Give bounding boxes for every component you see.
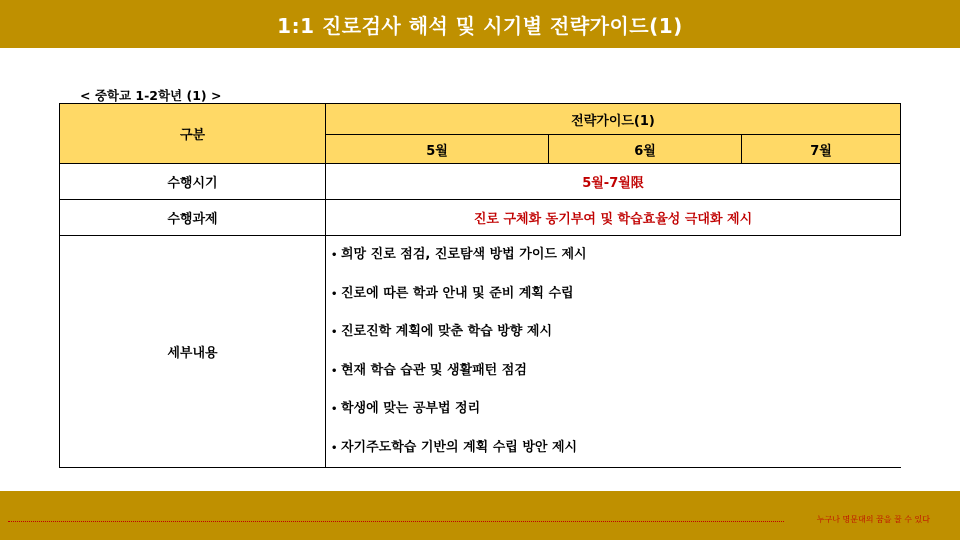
list-item: • 현재 학습 습관 및 생활패턴 점검 bbox=[326, 352, 901, 391]
bullet-icon: • bbox=[331, 288, 338, 300]
list-item: • 자기주도학습 기반의 계획 수립 방안 제시 bbox=[326, 429, 901, 468]
month-header-may: 5월 bbox=[326, 135, 549, 164]
guide-header: 전략가이드(1) bbox=[326, 104, 901, 135]
month-header-july: 7월 bbox=[742, 135, 901, 164]
list-item: • 희망 진로 점검, 진로탐색 방법 가이드 제시 bbox=[326, 236, 901, 275]
bullet-icon: • bbox=[331, 442, 338, 454]
bullet-icon: • bbox=[331, 404, 338, 415]
task-label: 수행과제 bbox=[60, 200, 326, 236]
title-bar bbox=[0, 0, 960, 48]
task-value: 진로 구체화 동기부여 및 학습효율성 극대화 제시 bbox=[326, 200, 901, 236]
period-label: 수행시기 bbox=[60, 164, 326, 200]
footer-slogan: 누구나 명문대의 꿈을 꿀 수 있다 bbox=[816, 515, 930, 524]
details-label: 세부내용 bbox=[60, 236, 326, 468]
strategy-guide-table bbox=[59, 103, 901, 468]
month-header-june: 6월 bbox=[549, 135, 742, 164]
period-value: 5월-7월限 bbox=[326, 164, 901, 200]
footer-divider bbox=[8, 521, 784, 522]
bullet-icon: • bbox=[331, 365, 338, 377]
category-header: 구분 bbox=[60, 104, 326, 164]
list-item: • 학생에 맞는 공부법 정리 bbox=[326, 390, 901, 429]
list-item: • 진로에 따른 학과 안내 및 준비 계획 수립 bbox=[326, 275, 901, 314]
bullet-icon: • bbox=[331, 327, 338, 338]
page-title: 1:1 진로검사 해석 및 시기별 전략가이드(1) bbox=[277, 13, 683, 38]
section-subtitle: < 중학교 1-2학년 (1) > bbox=[80, 88, 222, 103]
details-list bbox=[326, 236, 901, 467]
bullet-icon: • bbox=[331, 250, 338, 261]
list-item: • 진로진학 계획에 맞춘 학습 방향 제시 bbox=[326, 313, 901, 352]
details-cell bbox=[326, 236, 901, 468]
